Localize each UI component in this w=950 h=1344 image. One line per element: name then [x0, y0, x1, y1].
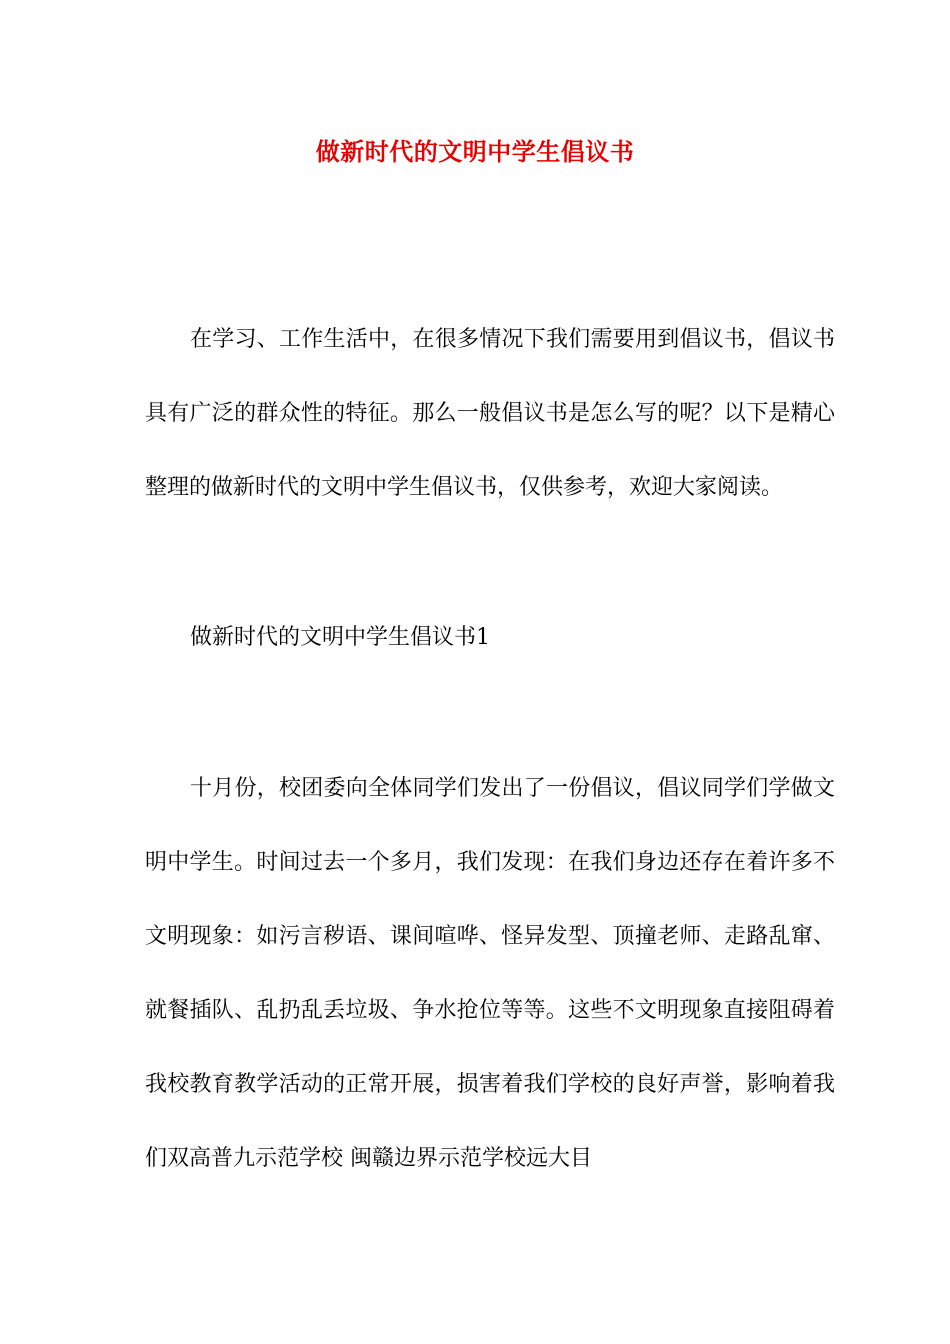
intro-paragraph: 在学习、工作生活中，在很多情况下我们需要用到倡议书，倡议书具有广泛的群众性的特征。那么一般倡议书是怎么写的呢？以下是精心整理的做新时代的文明中学生倡议书，仅供参考，欢迎大家阅读。 — [145, 327, 835, 500]
body-paragraph: 十月份，校团委向全体同学们发出了一份倡议，倡议同学们学做文明中学生。时间过去一个多月，我们发现：在我们身边还存在着许多不文明现象：如污言秽语、课间喧哗、怪异发型、顶撞老师、走路乱窜、就餐插队、乱扔乱丢垃圾、争水抢位等等。这些不文明现象直接阻碍着我校教育教学活动的正常开展，损害着我们学校的良好声誉，影响着我们双高普九示范学校 闽赣边界示范学校远大目 — [145, 776, 835, 1171]
section-heading: 做新时代的文明中学生倡议书1 — [190, 625, 490, 650]
document-title: 做新时代的文明中学生倡议书 — [315, 137, 635, 166]
